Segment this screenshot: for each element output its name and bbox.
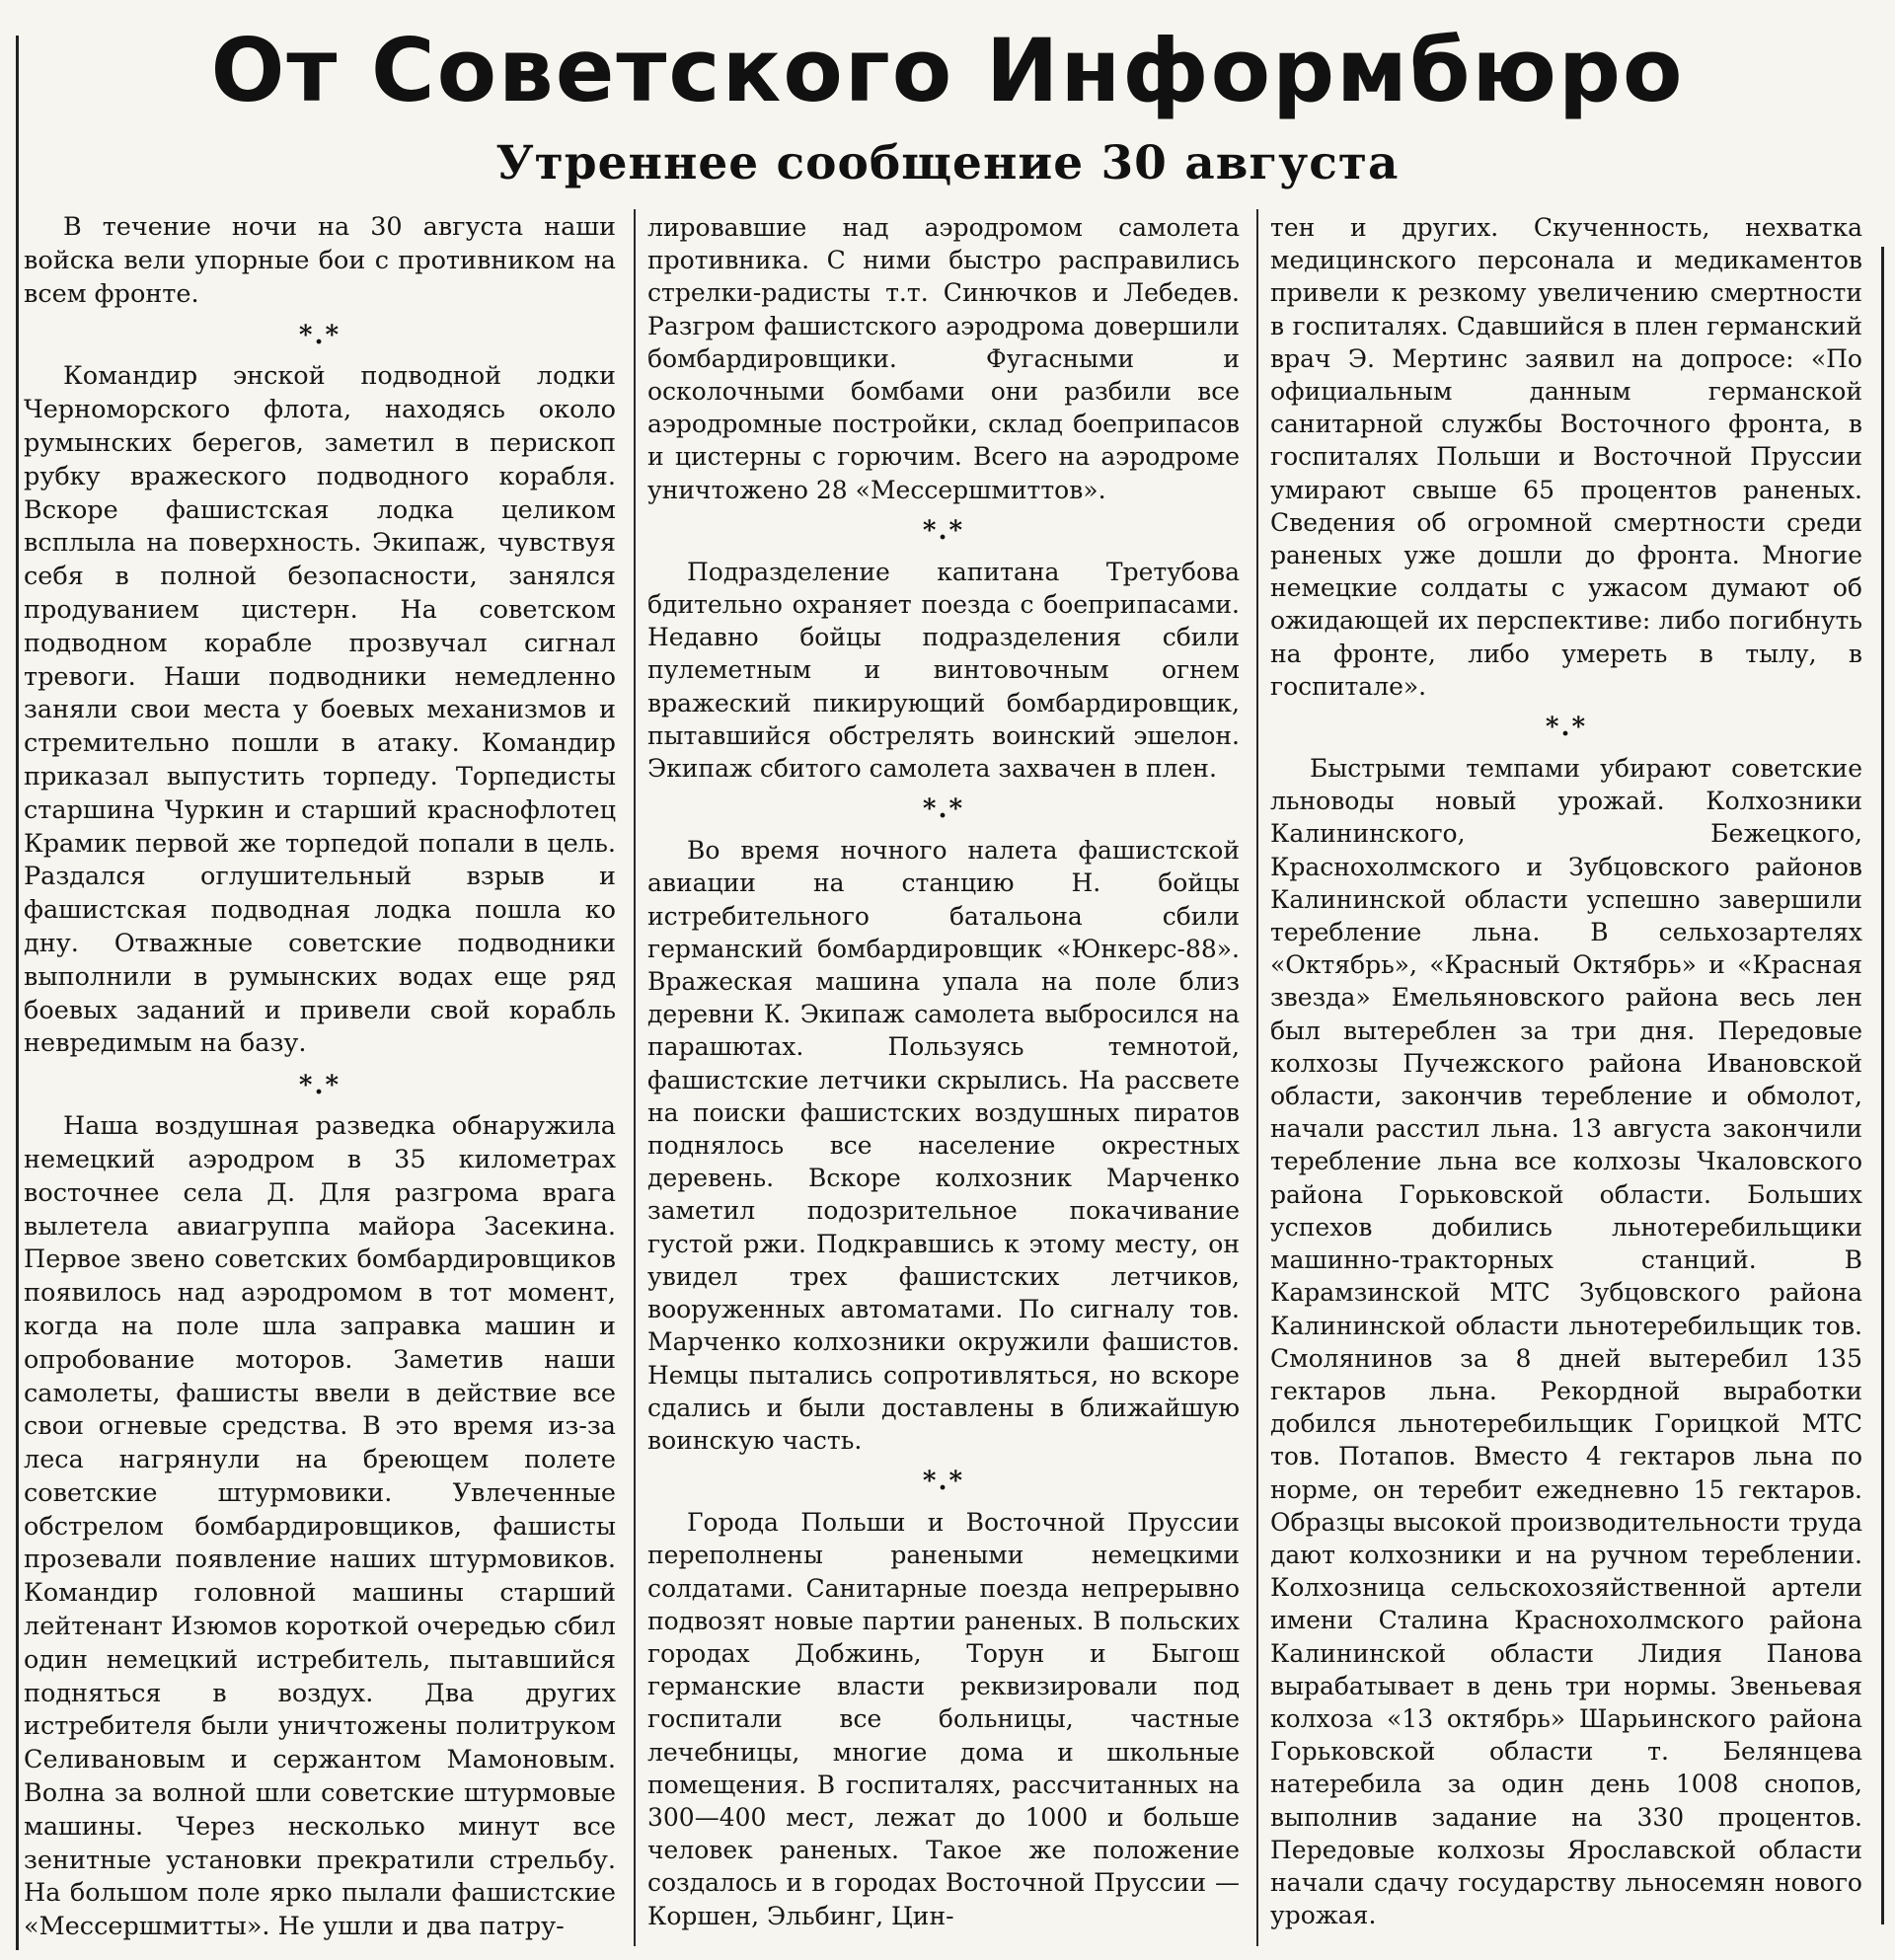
left-border-rule [16,36,19,1950]
article-paragraph: Города Польши и Восточной Пруссии переполнены ранеными немецкими солдатами. Санитарные поезда непрерывно подвозят новые партии раненых. В польских городах Добжинь, Торун и Быгош германские власти реквизировали под госпитали все больницы, частные лечебницы, многие дома и школьные помещения. В госпиталях, рассчитанных на 300—400 мест, лежат до 1000 и больше человек раненых. Такое же положение создалось и в городах Восточной Пруссии — Коршен, Эльбинг, Цин- [647,1508,1240,1930]
article-paragraph: лировавшие над аэродромом самолета противника. С ними быстро расправились стрелки-радисты т.т. Синючков и Лебедев. Разгром фашистского аэродрома довершили бомбардировщики. Фугасными и осколочными бомбами они разбили все аэродромные постройки, склад боеприпасов и цистерны с горючим. Всего на аэродроме уничтожено 28 «Мессершмиттов». [647,213,1240,504]
section-separator: *.* [298,1071,341,1101]
column-divider [1256,209,1258,1946]
masthead-title: От Советского Информбюро [210,20,1685,121]
article-paragraph: тен и других. Скученность, нехватка медицинского персонала и медикаментов привели к резкому увеличению смертности в госпиталях. Сдавшийся в плен германский врач Э. Мертинс заявил на допросе: «По официальным данным германской санитарной службы Восточного фронта, в госпиталях Польши и Восточной Пруссии умирают свыше 65 процентов раненых. Сведения об огромной смертности среди раненых уже дошли до фронта. Многие немецкие солдаты с ужасом думают об ожидающей их перспективе: либо погибнуть на фронте, либо умереть в тылу, в госпитале». [1270,213,1862,701]
section-separator: *.* [922,794,965,825]
article-paragraph: Командир энской подводной лодки Черноморского флота, находясь около румынских берегов, заметил в перископ рубку вражеского подводного корабля. Вскоре фашистская лодка целиком всплыла на поверхность. Экипаж, чувствуя себя в полной безопасности, занялся продуванием цистерн. На советском подводном корабле прозвучал сигнал тревоги. Наши подводники немедленно заняли свои места у боевых механизмов и стремительно пошли в атаку. Командир приказал выпустить торпеду. Торпедисты старшина Чуркин и старший краснофлотец Крамик первой же торпедой попали в цель. Раздался оглушительный взрыв и фашистская подводная лодка пошла ко дну. Отважные советские подводники выполнили в румынских водах еще ряд боевых заданий и привели свой корабль невредимым на базу. [24,361,616,1059]
column-divider [634,209,636,1946]
right-border-rule [1881,247,1884,1924]
article-paragraph: Наша воздушная разведка обнаружила немецкий аэродром в 35 километрах восточнее села Д. Для разгрома врага вылетела авиагруппа майора Засекина. Первое звено советских бомбардировщиков появилось над аэродромом в тот момент, когда на поле шла заправка машин и опробование моторов. Заметив наши самолеты, фашисты ввели в действие все свои огневые средства. В это время из-за леса нагрянули на бреющем полете советские штурмовики. Увлеченные обстрелом бомбардировщиков, фашисты прозевали появление наших штурмовиков. Командир головной машины старший лейтенант Изюмов короткой очередью сбил один немецкий истребитель, пытавшийся подняться в воздух. Два других истребителя были уничтожены политруком Селивановым и сержантом Мамоновым. Волна за волной шли советские штурмовые машины. Через несколько минут все зенитные установки прекратили стрельбу. На большом поле ярко пылали фашистские «Мессершмитты». Не ушли и два патру- [24,1111,616,1942]
column-3 [1270,211,1862,1931]
article-paragraph: Подразделение капитана Третубова бдительно охраняет поезда с боеприпасами. Недавно бойцы подразделения сбили пулеметным и винтовочным огнем вражеский пикирующий бомбардировщик, пытавшийся обстрелять воинский эшелон. Экипаж сбитого самолета захвачен в плен. [647,557,1240,784]
section-separator: *.* [922,515,965,546]
column-1 [24,211,616,1944]
article-paragraph: Во время ночного налета фашистской авиации на станцию Н. бойцы истребительного батальона сбили германский бомбардировщик «Юнкерс-88». Вражеская машина упала на поле близ деревни К. Экипаж самолета выбросился на парашютах. Пользуясь темнотой, фашистские летчики скрылись. На рассвете на поиски фашистских воздушных пиратов поднялось все население окрестных деревень. Вскоре колхозник Марченко заметил подозрительное покачивание густой ржи. Подкравшись к этому месту, он увидел трех фашистских летчиков, вооруженных автоматами. По сигналу тов. Марченко колхозники окружили фашистов. Немцы пытались сопротивляться, но вскоре сдались и были доставлены в ближайшую воинскую часть. [647,836,1240,1455]
section-separator: *.* [922,1467,965,1497]
article-paragraph: В течение ночи на 30 августа наши войска вели упорные бои с противником на всем фронте. [24,212,616,309]
section-separator: *.* [298,321,341,351]
article-paragraph: Быстрыми темпами убирают советские льноводы новый урожай. Колхозники Калининского, Бежецкого, Краснохолмского и Зубцовского районов Калининской области успешно завершили теребление льна. В сельхозартелях «Октябрь», «Красный Октябрь» и «Красная звезда» Емельяновского района весь лен был вытереблен за три дня. Передовые колхозы Пучежского района Ивановской области, закончив теребление и обмолот, начали расстил льна. 13 августа закончили теребление льна все колхозы Чкаловского района Горьковской области. Больших успехов добились льнотеребильщики машинно-тракторных станций. В Карамзинской МТС Зубцовского района Калининской области льнотеребильщик тов. Смолянинов за 8 дней вытеребил 135 гектаров льна. Рекордной выработки добился льнотеребильщик Горицкой МТС тов. Потапов. Вместо 4 гектаров льна по норме, он теребит ежедневно 15 гектаров. Образцы высокой производительности труда дают колхозники и на ручном тереблении. Колхозница сельскохозяйственной артели имени Сталина Краснохолмского района Калининской области Лидия Панова вырабатывает в день три нормы. Звеньевая колхоза «13 октябрь» Шарьинского района Горьковской области т. Белянцева натеребила за один день 1008 снопов, выполнив задание на 330 процентов. Передовые колхозы Ярославской области начали сдачу государству льносемян нового урожая. [1270,754,1862,1930]
report-subtitle: Утреннее сообщение 30 августа [495,136,1400,190]
column-2 [647,211,1240,1932]
section-separator: *.* [1545,713,1588,743]
